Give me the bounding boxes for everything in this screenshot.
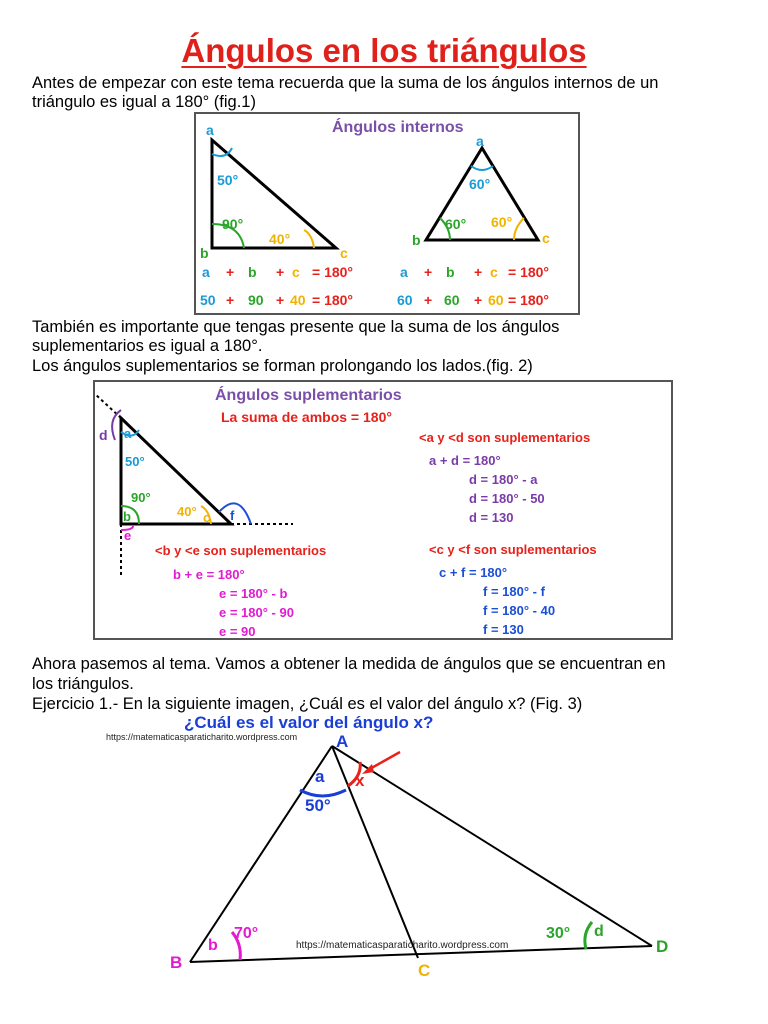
fig1-left-ang-c: 40° [269, 231, 291, 247]
topic-line-2: los triángulos. [32, 675, 134, 693]
fig1-right-ang-c: 60° [491, 214, 513, 230]
fig1-left-eq2-result: = 180° [312, 292, 354, 308]
fig1-left-b: b [200, 245, 209, 261]
fig3-vertex-B: B [170, 953, 183, 972]
fig3-url-bottom: https://matematicasparaticharito.wordpress.com [296, 940, 509, 951]
fig1-right-eq1-plus1: + [424, 264, 433, 280]
fig1-left-eq2-plus1: + [226, 292, 235, 308]
fig3-vertex-D: D [656, 937, 669, 956]
fig1-left-eq2-40: 40 [290, 292, 306, 308]
fig2-label-ang-a: 50° [125, 454, 145, 469]
fig3-ang-d: 30° [546, 925, 571, 942]
fig1-right-eq1-result: = 180° [508, 264, 550, 280]
fig3-label-b: b [208, 937, 218, 954]
fig1-left-eq1-plus2: + [276, 264, 285, 280]
fig3-label-a: a [315, 767, 325, 786]
intro-line-1: Antes de empezar con este tema recuerda que la suma de los ángulos internos de un [32, 74, 659, 92]
supp-line-2: suplementarios es igual a 180°. [32, 337, 263, 355]
fig1-left-ang-b: 90° [222, 216, 244, 232]
fig2-ad-line-3: d = 180° - 50 [469, 491, 545, 506]
fig2-label-ang-c: 40° [177, 504, 197, 519]
figure-exercise-1 [100, 710, 710, 982]
fig2-label-b: b [123, 509, 131, 524]
fig2-label-d: d [99, 427, 108, 443]
fig2-heading: Ángulos suplementarios [215, 387, 402, 404]
fig1-left-ang-a: 50° [217, 172, 239, 188]
fig2-cf-line-4: f = 130 [483, 622, 524, 637]
fig1-heading: Ángulos internos [332, 119, 464, 136]
fig1-right-a: a [476, 133, 484, 149]
fig2-ad-line-1: a + d = 180° [429, 453, 501, 468]
fig1-right-eq2-plus2: + [474, 292, 483, 308]
fig3-ang-b: 70° [234, 925, 259, 942]
fig2-cf-line-1: c + f = 180° [439, 565, 508, 580]
fig1-right-eq1-plus2: + [474, 264, 483, 280]
supp-line-1: También es importante que tengas presente que la suma de los ángulos [32, 318, 560, 336]
fig1-right-c: c [542, 230, 550, 246]
fig1-left-a: a [206, 122, 214, 138]
fig2-label-ang-b: 90° [131, 490, 151, 505]
fig2-be-line-3: e = 180° - 90 [219, 605, 294, 620]
fig1-right-b: b [412, 232, 421, 248]
fig3-label-d: d [594, 923, 604, 940]
fig1-left-eq1-c: c [292, 264, 300, 280]
fig1-right-eq1-c: c [490, 264, 498, 280]
fig1-left-eq1-b: b [248, 264, 257, 280]
supp-line-3: Los ángulos suplementarios se forman prolongando los lados.(fig. 2) [32, 357, 533, 375]
fig3-label-x: x [355, 771, 365, 790]
fig1-right-eq1-a: a [400, 264, 408, 280]
fig2-label-c: c [203, 510, 211, 525]
fig1-left-eq2-50: 50 [200, 292, 216, 308]
fig3-url-top: https://matematicasparaticharito.wordpress.com [106, 732, 298, 742]
fig2-cf-line-2: f = 180° - f [483, 584, 545, 599]
fig2-be-line-4: e = 90 [219, 624, 256, 639]
fig2-ad-line-2: d = 180° - a [469, 472, 538, 487]
fig2-be-line-2: e = 180° - b [219, 586, 288, 601]
fig2-label-a: a [124, 426, 132, 441]
fig3-ang-a: 50° [305, 796, 331, 815]
fig3-vertex-C: C [418, 961, 431, 980]
intro-line-2: triángulo es igual a 180° (fig.1) [32, 93, 256, 111]
fig1-left-eq1-result: = 180° [312, 264, 354, 280]
fig2-cf-title: <c y <f son suplementarios [429, 542, 597, 557]
page-title: Ángulos en los triángulos [181, 32, 587, 69]
fig2-cf-line-3: f = 180° - 40 [483, 603, 556, 618]
fig1-left-eq1-plus1: + [226, 264, 235, 280]
fig2-ad-line-4: d = 130 [469, 510, 514, 525]
topic-line-3: Ejercicio 1.- En la siguiente imagen, ¿Cuál es el valor del ángulo x? (Fig. 3) [32, 695, 583, 713]
fig3-question: ¿Cuál es el valor del ángulo x? [184, 713, 434, 732]
fig1-right-eq2-60b: 60 [444, 292, 460, 308]
fig1-right-eq1-b: b [446, 264, 455, 280]
fig1-right-eq2-60a: 60 [397, 292, 413, 308]
fig1-right-eq2-result: = 180° [508, 292, 550, 308]
fig1-right-eq2-60c: 60 [488, 292, 504, 308]
fig1-left-eq2-plus2: + [276, 292, 285, 308]
fig1-left-eq1-a: a [202, 264, 210, 280]
fig2-label-f: f [230, 508, 235, 523]
figure-interior-angles [194, 112, 580, 315]
fig2-be-line-1: b + e = 180° [173, 567, 245, 582]
fig1-right-eq2-plus1: + [424, 292, 433, 308]
fig2-ad-title: <a y <d son suplementarios [419, 430, 591, 445]
fig2-label-e: e [124, 528, 132, 543]
fig1-left-eq2-90: 90 [248, 292, 264, 308]
fig1-left-c: c [340, 245, 348, 261]
fig1-right-ang-a: 60° [469, 176, 491, 192]
fig2-sum-line: La suma de ambos = 180° [221, 409, 392, 425]
fig3-vertex-A: A [336, 732, 349, 751]
fig2-be-title: <b y <e son suplementarios [155, 543, 327, 558]
figure-supplementary-angles [93, 380, 673, 640]
fig1-right-ang-b: 60° [445, 216, 467, 232]
topic-line-1: Ahora pasemos al tema. Vamos a obtener la medida de ángulos que se encuentran en [32, 655, 666, 673]
